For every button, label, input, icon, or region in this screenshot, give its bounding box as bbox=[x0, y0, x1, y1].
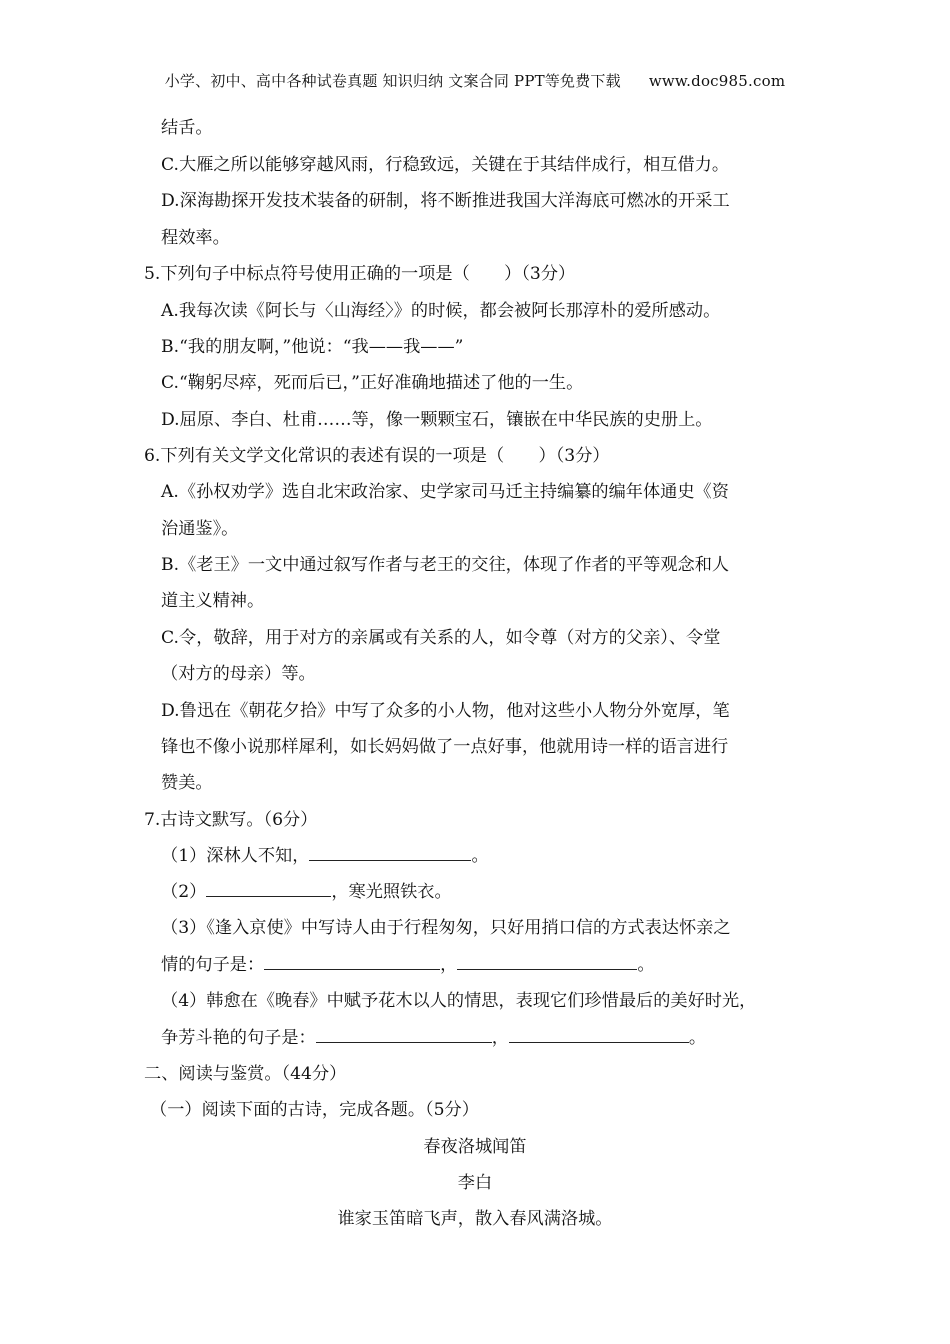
answer-blank[interactable] bbox=[206, 881, 331, 897]
q5-option-b: B.“我的朋友啊，”他说：“我——我——” bbox=[161, 337, 464, 357]
question-7: 7.古诗文默写。（6分） bbox=[144, 810, 318, 830]
q5-option-d: D.屈原、李白、杜甫……等，像一颗颗宝石，镶嵌在中华民族的史册上。 bbox=[161, 410, 713, 430]
q6-option-c: C.令，敬辞，用于对方的亲属或有关系的人，如令尊（对方的父亲）、令堂 bbox=[161, 628, 721, 648]
punct: ， bbox=[440, 955, 458, 975]
subsection-1-heading: （一）阅读下面的古诗，完成各题。（5分） bbox=[150, 1100, 479, 1120]
punct: 。 bbox=[471, 846, 489, 866]
answer-blank[interactable] bbox=[509, 1027, 689, 1043]
section-2-heading: 二、阅读与鉴赏。（44分） bbox=[144, 1064, 347, 1084]
q7-item-1 bbox=[161, 845, 489, 867]
punct: ， bbox=[491, 1028, 509, 1048]
answer-blank[interactable] bbox=[264, 954, 440, 970]
q5-option-a: A.我每次读《阿长与〈山海经〉》的时候，都会被阿长那淳朴的爱所感动。 bbox=[161, 301, 721, 321]
q6-option-c-cont: （对方的母亲）等。 bbox=[161, 664, 316, 684]
q6-option-a-cont: 治通鉴》。 bbox=[161, 519, 239, 539]
poem-title: 春夜洛城闻笛 bbox=[423, 1137, 527, 1157]
q6-option-d-cont: 锋也不像小说那样犀利，如长妈妈做了一点好事，他就用诗一样的语言进行 bbox=[161, 737, 729, 757]
poem-author: 李白 bbox=[457, 1173, 493, 1193]
question-5: 5.下列句子中标点符号使用正确的一项是（ ）（3分） bbox=[144, 264, 576, 284]
answer-blank[interactable] bbox=[457, 954, 637, 970]
q7-item-3: （3）《逢入京使》中写诗人由于行程匆匆，只好用捎口信的方式表达怀亲之 bbox=[161, 918, 731, 938]
option-c-line: C.大雁之所以能够穿越风雨，行稳致远，关键在于其结伴成行，相互借力。 bbox=[161, 155, 730, 175]
q6-option-b: B.《老王》一文中通过叙写作者与老王的交往，体现了作者的平等观念和人 bbox=[161, 555, 730, 575]
q6-option-d: D.鲁迅在《朝花夕拾》中写了众多的小人物，他对这些小人物分外宽厚，笔 bbox=[161, 701, 730, 721]
q7-2-text-end: ，寒光照铁衣。 bbox=[331, 882, 452, 902]
q7-1-text: （1）深林人不知， bbox=[161, 846, 310, 866]
poem-line-1: 谁家玉笛暗飞声，散入春风满洛城。 bbox=[337, 1209, 613, 1229]
text-line: 程效率。 bbox=[161, 228, 230, 248]
option-d-line: D.深海勘探开发技术装备的研制，将不断推进我国大洋海底可燃冰的开采工 bbox=[161, 191, 730, 211]
q6-option-b-cont: 道主义精神。 bbox=[161, 591, 265, 611]
punct: 。 bbox=[688, 1028, 707, 1048]
q7-item-4: （4）韩愈在《晚春》中赋予花木以人的情思，表现它们珍惜最后的美好时光， bbox=[161, 991, 757, 1011]
q7-item-4-cont bbox=[161, 1027, 706, 1049]
answer-blank[interactable] bbox=[309, 845, 471, 861]
q6-option-a: A.《孙权劝学》选自北宋政治家、史学家司马迁主持编纂的编年体通史《资 bbox=[161, 482, 729, 502]
text-line: 结舌。 bbox=[161, 118, 213, 138]
header-site: www.doc985.com bbox=[648, 72, 786, 90]
question-6: 6.下列有关文学文化常识的表述有误的一项是（ ）（3分） bbox=[144, 446, 610, 466]
q6-option-d-cont: 赞美。 bbox=[161, 773, 213, 793]
page-header bbox=[0, 70, 950, 91]
q7-3-text: 情的句子是： bbox=[161, 955, 265, 975]
q7-item-3-cont bbox=[161, 954, 655, 976]
header-title: 小学、初中、高中各种试卷真题 知识归纳 文案合同 PPT等免费下载 bbox=[164, 72, 621, 90]
q5-option-c: C.“鞠躬尽瘁，死而后已，”正好准确地描述了他的一生。 bbox=[161, 373, 584, 393]
q7-item-2 bbox=[161, 881, 452, 903]
punct: 。 bbox=[637, 955, 655, 975]
q7-2-text: （2） bbox=[161, 882, 207, 902]
q7-4-text: 争芳斗艳的句子是： bbox=[161, 1028, 316, 1048]
answer-blank[interactable] bbox=[316, 1027, 492, 1043]
